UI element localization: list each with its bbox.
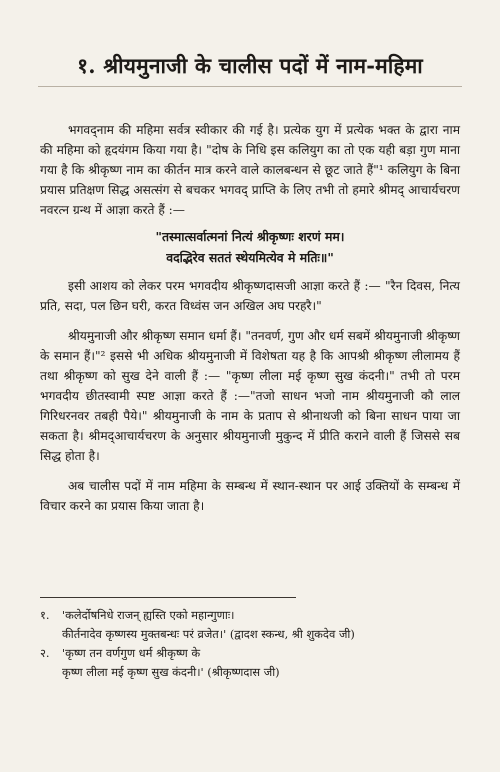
paragraph-1: भगवद्नाम की महिमा सर्वत्र स्वीकार की गई है। प्रत्येक युग में प्रत्येक भक्त के द्वारा नाम की महिमा को हृदयंगम किया गया है। "दोष के निधि इस कलियुग का तो एक यही बड़ा गुण माना गया है कि श्रीकृष्ण नाम का कीर्तन मात्र करने वाले कालबन्धन से छूट जाते हैं"¹ कलियुग के बिना प्रयास प्रतिक्षण सिद्ध असत्संग से बचकर भगवद् प्राप्ति के लिए तभी तो हमारे श्रीमद् आचार्यचरण नवरत्न ग्रन्थ में आज्ञा करते हैं :—: [40, 123, 460, 217]
footnote-text: [62, 644, 460, 682]
paragraph-gap: [40, 466, 460, 476]
paragraph-4: अब चालीस पदों में नाम महिमा के सम्बन्ध में स्थान-स्थान पर आई उक्तियों के सम्बन्ध में विचार करने का प्रयास किया जाता है।: [40, 479, 460, 513]
footnote-line: 'कृष्ण तन वर्णगुण धर्म श्रीकृष्ण के: [62, 646, 201, 660]
footnote-line: 'कलेर्दोषनिधे राजन् ह्यस्ति एको महान्गुणाः।: [62, 608, 235, 622]
footnote-1: [40, 606, 460, 644]
chapter-title: १. श्रीयमुनाजी के चालीस पदों में नाम-महिमा: [77, 53, 423, 78]
title-divider: [38, 86, 462, 87]
verse-line-1: "तस्मात्सर्वात्मनां नित्यं श्रीकृष्णः शरणं मम।: [155, 229, 345, 244]
paragraph-3: श्रीयमुनाजी और श्रीकृष्ण समान धर्मा हैं। "तनवर्ण, गुण और धर्म सबमें श्रीयमुनाजी श्रीकृष्ण के समान हैं।"² इससे भी अधिक श्रीयमुनाजी में विशेषता यह है कि आपश्री श्रीकृष्ण लीलामय हैं तथा श्रीकृष्ण को सुख देने वाली हैं :— "कृष्ण लीला मई कृष्ण सुख कंदनी।" तभी तो परम भगवदीय छीतस्वामी स्पष्ट आज्ञा करते हैं :—"तजो साधन भजो नाम श्रीयमुनाजी कौ लाल गिरिधरनवर तबही पैये।" श्रीयमुनाजी के नाम के प्रताप से श्रीनाथजी को बिना साधन पाया जा सकता है। श्रीमद्आचार्यचरण के अनुसार श्रीयमुनाजी मुकुन्द में प्रीति कराने वाली हैं जिससे सब सिद्ध होता है।: [40, 329, 460, 463]
sanskrit-verse: [40, 226, 460, 268]
verse-line-2: वदद्भिरेव सततं स्थेयमित्येव मे मतिः॥": [166, 250, 334, 265]
paragraph-2: इसी आशय को लेकर परम भगवदीय श्रीकृष्णदासजी आज्ञा करते हैं :— "रैन दिवस, नित्य प्रति, सदा, पल छिन घरी, करत विध्वंस जन अखिल अघ परहरै।": [40, 279, 460, 313]
footnote-divider: [40, 597, 296, 598]
footnote-line: कीर्तनादेव कृष्णस्य मुक्तबन्धः परं व्रजेत।' (द्वादश स्कन्ध, श्री शुकदेव जी): [62, 627, 355, 641]
footnote-number: १.: [40, 608, 50, 622]
footnote-text: [62, 606, 460, 644]
footnotes: [40, 606, 460, 682]
footnote-number: २.: [40, 646, 50, 660]
footnote-2: [40, 644, 460, 682]
main-text: [40, 120, 460, 516]
paragraph-gap: [40, 316, 460, 326]
footnote-line: कृष्ण लीला मई कृष्ण सुख कंदनी।' (श्रीकृष्णदास जी): [62, 665, 280, 679]
